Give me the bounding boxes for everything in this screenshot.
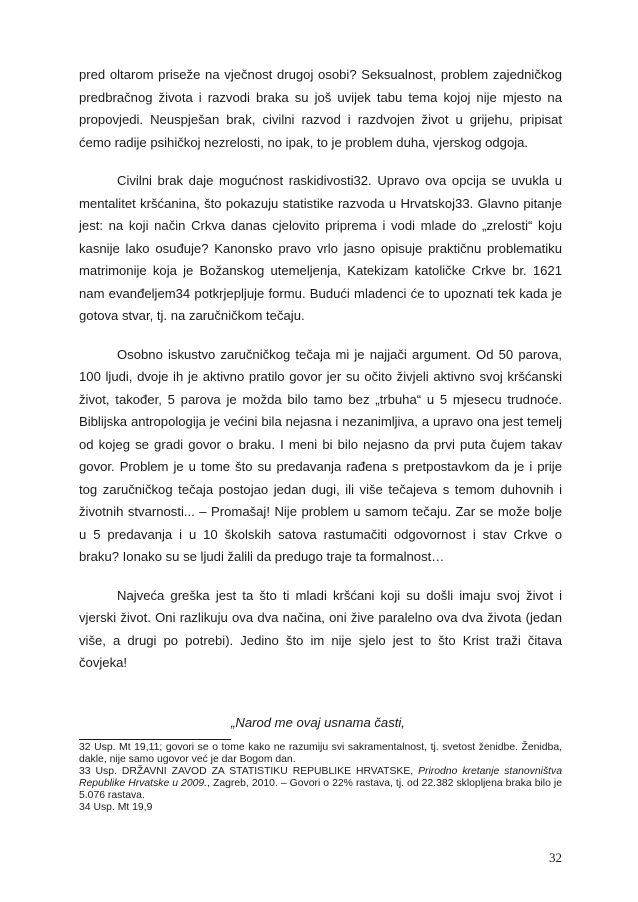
quote-line: „Narod me ovaj usnama časti, xyxy=(231,714,405,730)
paragraph-1: pred oltarom priseže na vječnost drugoj osobi? Seksualnost, problem zajedničkog predbračnog života i razvodi braka su još uvijek tabu tema kojoj nije mjesto na propovjedi. Neuspješan brak, civilni razvod i razdvojen život u grijehu, pripisat ćemo radije psihičkoj nezrelosti, no ipak, to je problem duha, vjerskog odgoja. xyxy=(79,67,562,150)
footnote-32: 32 Usp. Mt 19,11; govori se o tome kako ne razumiju svi sakramentalnost, tj. svetost ženidbe. Ženidba, dakle, nije samo ugovor već je dar Bogom dan. xyxy=(79,741,562,765)
document-page xyxy=(79,64,562,814)
paragraph-2: Civilni brak daje mogućnost raskidivosti32. Upravo ova opcija se uvukla u mentalitet kršćanina, što pokazuju statistike razvoda u Hrvatskoj33. Glavno pitanje jest: na koji način Crkva danas cjelovito priprema i vodi mlade do „zrelosti“ koju kasnije lako osuđuje? Kanonsko pravo vrlo jasno opisuje praktičnu problematiku matrimonije koja je Božanskog utemeljenja, Katekizam katoličke Crkve br. 1621 nam evanđeljem34 potkrjepljuje formu. Budući mladenci će to upoznati tek kada je gotova stvar, tj. na zaručničkom tečaju. xyxy=(79,173,562,323)
footnote-separator xyxy=(79,739,231,740)
footnote-33-suffix: , Zagreb, 2010. – Govori o 22% rastava, tj. od 22.382 sklopljena braka bilo je 5.076 rastava. xyxy=(79,777,562,801)
page-number: 32 xyxy=(549,850,562,865)
footnote-34: 34 Usp. Mt 19,9 xyxy=(79,801,153,813)
paragraph-4: Najveća greška jest ta što ti mladi kršćani koji su došli imaju svoj život i vjerski život. Oni razlikuju ova dva načina, oni žive paralelno ova dva života (jedan više, a drugi po potrebi). Jedino što im nije sjelo jest to što Krist traži čitava čovjeka! xyxy=(79,587,562,670)
footnote-33 xyxy=(79,766,562,802)
footnote-33-prefix: 33 Usp. DRŽAVNI ZAVOD ZA STATISTIKU REPUBLIKE HRVATSKE, xyxy=(79,765,419,777)
paragraph-3: Osobno iskustvo zaručničkog tečaja mi je najjači argument. Od 50 parova, 100 ljudi, dvoje ih je aktivno pratilo govor jer su očito živjeli aktivno svoj kršćanski život, također, 5 parova je možda bilo tamo bez „trbuha“ u 5 mjesecu trudnoće. Biblijska antropologija je većini bila nejasna i nezanimljiva, a upravo ona jest temelj od kojeg se gradi govor o braku. I meni bi bilo nejasno da prvi puta čujem takav govor. Problem je u tome što su predavanja rađena s pretpostavkom da je i prije tog zaručničkog tečaja postojao jedan dugi, ili više tečajeva s temom duhovnih i životnih stvarnosti... – Promašaj! Nije problem u samom tečaju. Zar se može bolje u 5 predavanja i u 10 školskih satova rastumačiti odgovornost i stav Crkve o braku? Ionako su se ljudi žalili da predugo traje ta formalnost… xyxy=(79,346,562,564)
footnote-33-title: Prirodno kretanje stanovništva Republike Hrvatske u 2009. xyxy=(79,765,562,789)
